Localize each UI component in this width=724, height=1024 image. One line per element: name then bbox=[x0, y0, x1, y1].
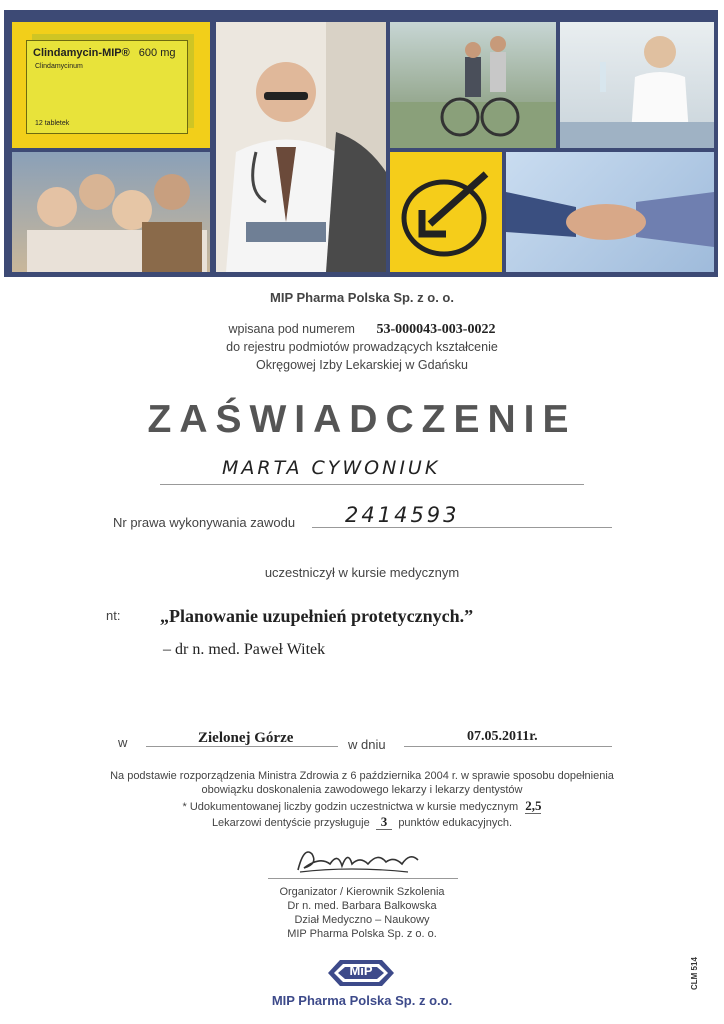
legal-hours-line bbox=[0, 798, 724, 814]
signature-role: Organizator / Kierownik Szkolenia bbox=[279, 886, 445, 898]
document-code: CLM 514 bbox=[690, 957, 699, 990]
registry-line-3: Okręgowej Izby Lekarskiej w Gdańsku bbox=[256, 358, 468, 372]
product-name: Clindamycin-MIP® bbox=[33, 47, 130, 59]
date-underline bbox=[404, 746, 612, 747]
legal-points-line bbox=[0, 814, 724, 830]
date-value: 07.05.2011r. bbox=[467, 729, 538, 744]
family-photo bbox=[12, 152, 210, 272]
product-subtitle: Clindamycinum bbox=[35, 63, 83, 70]
name-underline bbox=[160, 484, 584, 485]
registry-number: 53-000043-003-0022 bbox=[376, 322, 496, 337]
date-label: w dniu bbox=[348, 737, 386, 752]
certificate-title: ZAŚWIADCZENIE bbox=[147, 398, 577, 441]
participation-text: uczestniczył w kursie medycznym bbox=[264, 565, 460, 580]
cyclists-photo bbox=[390, 22, 556, 148]
signature-company: MIP Pharma Polska Sp. z o. o. bbox=[287, 928, 437, 940]
license-underline bbox=[312, 527, 612, 528]
license-label: Nr prawa wykonywania zawodu bbox=[113, 515, 296, 530]
footer-company: MIP Pharma Polska Sp. z o.o. bbox=[271, 993, 453, 1008]
place-value: Zielonej Górze bbox=[198, 730, 294, 746]
topic-label: nt: bbox=[106, 608, 121, 623]
points-value: 3 bbox=[376, 814, 393, 830]
registry-label: wpisana pod numerem bbox=[228, 322, 355, 336]
license-number: 2414593 bbox=[345, 503, 460, 527]
place-underline bbox=[146, 746, 338, 747]
handwritten-signature bbox=[290, 842, 430, 878]
signature-department: Dział Medyczno – Naukowy bbox=[294, 914, 430, 926]
course-title: „Planowanie uzupełnień protetycznych.” bbox=[160, 606, 474, 626]
product-box-photo bbox=[12, 22, 210, 148]
product-dose: 600 mg bbox=[138, 47, 176, 59]
lecturer: – dr n. med. Paweł Witek bbox=[163, 641, 326, 658]
doctor-photo bbox=[216, 22, 386, 272]
points-text-after: punktów edukacyjnych. bbox=[398, 817, 513, 829]
handshake-photo bbox=[506, 152, 714, 272]
hours-value: 2,5 bbox=[525, 798, 542, 813]
issuer-name: MIP Pharma Polska Sp. z o. o. bbox=[270, 290, 454, 305]
points-text-before: Lekarzowi dentyście przysługuje bbox=[211, 817, 370, 829]
arrow-logo-tile bbox=[390, 152, 502, 272]
hours-text: * Udokumentowanej liczby godzin uczestnictwa w kursie medycznym bbox=[182, 801, 519, 813]
registry-line-1 bbox=[0, 322, 724, 338]
header-photo-collage bbox=[4, 10, 718, 277]
lab-scientist-photo bbox=[560, 22, 714, 148]
signature-underline bbox=[268, 878, 458, 879]
participant-name: MARTA CYWONIUK bbox=[222, 457, 441, 479]
product-count: 12 tabletek bbox=[35, 120, 70, 127]
logo-text: MiP bbox=[349, 963, 373, 978]
place-label: w bbox=[118, 735, 128, 750]
legal-line-2: obowiązku doskonalenia zawodowego lekarzy i lekarzy dentystów bbox=[201, 784, 523, 796]
signature-name: Dr n. med. Barbara Balkowska bbox=[287, 900, 437, 912]
registry-line-2: do rejestru podmiotów prowadzących kształcenie bbox=[226, 340, 498, 354]
legal-line-1: Na podstawie rozporządzenia Ministra Zdrowia z 6 października 2004 r. w sprawie sposobu dopełnienia bbox=[110, 770, 614, 782]
medicine-box bbox=[26, 40, 188, 134]
